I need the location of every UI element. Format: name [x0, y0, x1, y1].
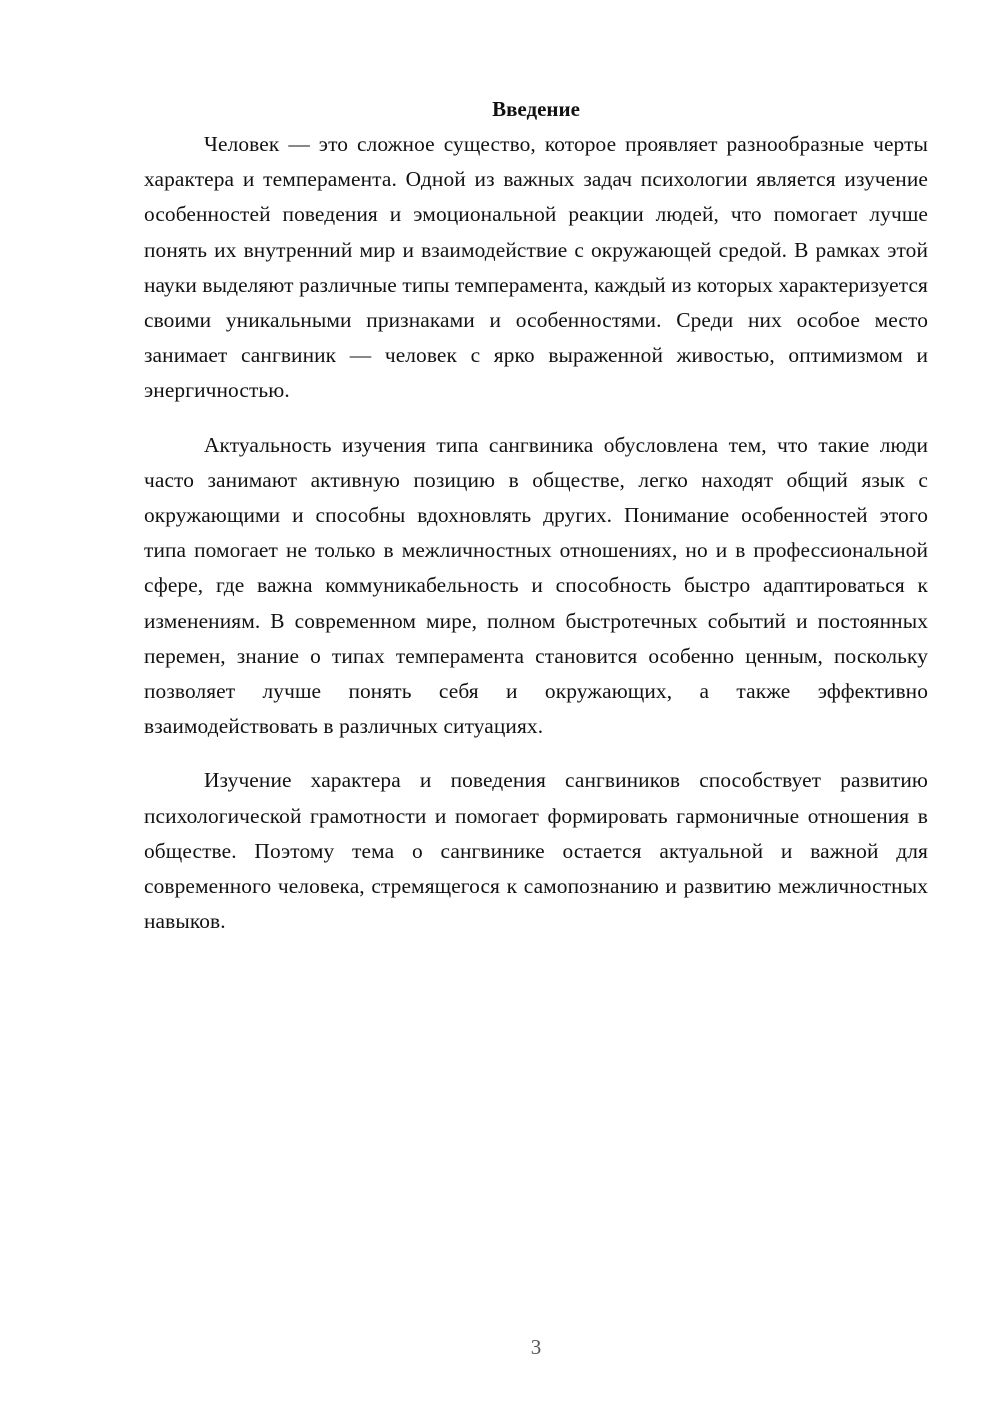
paragraph-relevance: Актуальность изучения типа сангвиника обусловлена тем, что такие люди часто занимают активную позицию в обществе, легко находят общий язык с окружающими и способны вдохновлять других. Понимание особенностей этого типа помогает не только в межличностных отношениях, но и в профессиональной сфере, где важна коммуникабельность и способность быстро адаптироваться к изменениям. В современном мире, полном быстротечных событий и постоянных перемен, знание о типах темперамента становится особенно ценным, поскольку позволяет лучше понять себя и окружающих, а также эффективно взаимодействовать в различных ситуациях. [144, 432, 928, 739]
paragraph-intro: Человек — это сложное существо, которое проявляет разнообразные черты характера и темперамента. Одной из важных задач психологии является изучение особенностей поведения и эмоциональной реакции людей, что помогает лучше понять их внутренний мир и взаимодействие с окружающей средой. В рамках этой науки выделяют различные типы темперамента, каждый из которых характеризуется своими уникальными признаками и особенностями. Среди них особое место занимает сангвиник — человек с ярко выраженной живостью, оптимизмом и энергичностью. [144, 132, 928, 403]
paragraph-conclusion: Изучение характера и поведения сангвиников способствует развитию психологической грамотности и помогает формировать гармоничные отношения в обществе. Поэтому тема о сангвинике остается актуальной и важной для современного человека, стремящегося к самопознанию и развитию межличностных навыков. [144, 768, 928, 934]
page-number: 3 [530, 1335, 542, 1359]
document-body [144, 92, 928, 939]
section-heading: Введение [492, 97, 580, 121]
